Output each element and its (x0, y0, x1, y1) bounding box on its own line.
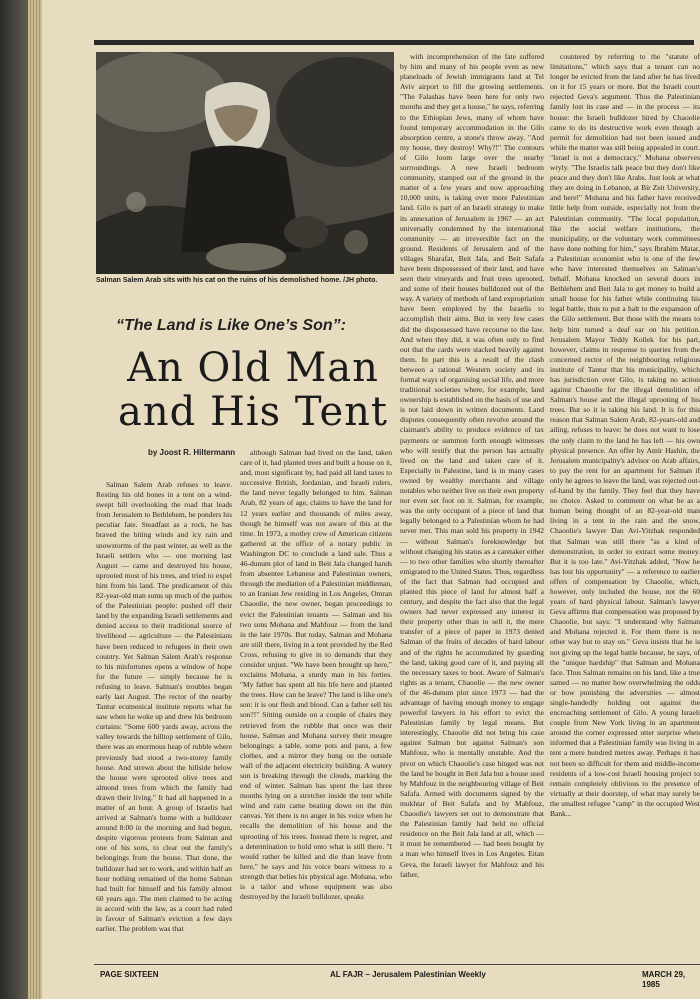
article-column-3 (400, 52, 544, 950)
article-headline (108, 346, 398, 434)
article-column-4 (550, 52, 700, 950)
headline-line-1: An Old Man (127, 345, 379, 391)
publication-name: AL FAJR – Jerusalem Palestinian Weekly (330, 970, 486, 979)
article-kicker: “The Land is Like One’s Son”: (116, 317, 346, 334)
photo-illustration (96, 52, 394, 274)
page-number: PAGE SIXTEEN (100, 970, 159, 979)
article-column-1 (96, 480, 232, 950)
top-rule (94, 40, 694, 45)
footer-rule (94, 964, 700, 965)
column-4-text: countered by referring to the "statute of limitations," which says that a tenant can no longer be evicted from the land after he has lived on it for 15 years or more. But the Israeli court rejected Geva's argument. Thus the Palestinian family lost its case and — in the process — its house: the Israeli bulldozer hired by Chaoolie came to do its destructive work even though a permit for demolition had not been issued and while the matter was still being appealed in court. "Israel is not a democracy," Mohana observes wryly. "The Israelis talk peace but they don't like peace and they don't like Arabs. Just look at what they are doing in Lebanon, at Bir Zeit University, and here!" Mohana and his father have received little help from outside, especially not from the Palestinian community. "The local population, like the social welfare institutions, the municipality, or the voluntary work committees have done nothing for him," says Ibrahim Matar, a Palestinian economist who is one of the few who have interested themselves on Salman's behalf. Mohana knocked on several doors in Bethlehem and Beit Jala to get money to build a small house for his father while continuing his legal battle, thus to put a halt to the expansion of the Gilo settlement. But those with the means to help him turned a deaf ear on his petition. Jerusalem Mayor Teddy Kollek for his part, however, claims in response to queries from the concerned rector of the neighbouring religious institute of Tantur that his municipality, which has jurisdiction over Gilo, is taking no action against Chaoolie for the illegal demolition of Salman's house and the illegal uprooting of his trees. But so it is taking his land. It is for this reason that Salman Salem Arab, 82-years-old and ailing, refuses to leave: he does not want to lose the only claim to the land he has left — his own physical presence. An offer by Amir Hashin, the Jerusalem municipality's advisor on Arab affairs, to pay the rent for an apartment for Salman if only he agrees to leave the land, was rejected out-of-hand by the family. They feel that they have no choice. Asked to comment on what he as a human being thought of an 82-year-old man living in a tent in the rain and the snow, Chaoolie's lawyer Dan Avi-Yitzhak responded that Salman was still there "as a kind of demonstration, in order to extract some money. But it is too late." Avi-Yitzhak added, "Now he has lost his opportunity" — a reference to earlier offers of compensation by Chaoolie, which, however, only included the house, not the 60 years of hard physical labour. Salman's lawyer Geva affirms that compensation was proposed by Chaoolie, but says: "I understand why Salman and Mohana rejected it. For them there is no other way but to stay on." Geva insists that he is not giving up the legal battle because, he says, of the "unique hardship" that Salman and Mohana face. Thus Salman remains on his land, like a true samed — no matter how overwhelming the odds or how punishing the adversities — almost single-handedly holding out against the encroaching settlement of Gilo. A young Israeli couple from New York living in an apartment around the corner expressed utter surprise when informed that a Palestinian family was living in a tent a mere hundred metres away. Perhaps it has not been so difficult for them and middle-income residents of a low-cost Israeli housing project to remain completely oblivious to the presence of virtually at their doorstep, of what may surely be the smallest refugee "camp" in the occupied West Bank... (550, 52, 700, 819)
article-photo (96, 52, 394, 274)
article-byline: by Joost R. Hiltermann (148, 448, 236, 457)
column-3-text: with incomprehension of the fate suffered by him and many of his people even as new planeloads of Jewish immigrants land at Tel Aviv airport to fill the growing settlements. "The Falashas have been here for only two months and they get a house," he says, referring to the Ethiopian Jews, many of whom have found temporary accommodation in the Gilo absorption centre, a stone's throw away. "And my house, they destroy! Why?!" The contours of Gilo loom large over the nearby surroundings. A new Israeli bedroom community, stamped out of the ground in the matter of a few years and now approaching 10,000 units, is taking over more Palestinian land. Gilo is part of an Israeli strategy to make its annexation of Jerusalem in 1967 — an act universally condemned by the international community — an irreversible fact on the ground. Residents of Jerusalem and of the villages Sharafat, Beit Jala, and Beit Safafa have been dispossessed of their land, and have seen their vineyards and fruit trees uprooted, and some of their houses bulldozed out of the way. A variety of methods of land expropriation have been employed by the Israelis to accomplish their aims. But in very few cases did the dispossessed have recourse to the law. And when they did, it was often only to find out that the cards were stacked heavily against them. In part this is a result of the clash between a rational Western society and its formal ways of organising social life, and more traditional societies where, for example, land ownership is established on the basis of use and is not laid down in written documents. Land disputes consequently often revolve around the claimant's ability to produce evidence of tax payments or summon forth enough witnesses who will testify that the person has actually lived on the land and taken care of it. Especially in Palestine, land is in many cases owned by wealthy merchants and village notables who neither live on their own property nor even set foot on it. Salman, for example, was the only occupant of a piece of land that legally belonged to a Palestinian whom he had never met. This man sold his property in 1942 — without Salman's foreknowledge but without changing his status as a caretaker either — to two other families who shortly thereafter emigrated to the United States. Thus, regardless of the fact that Salman had occupied and planted this piece of land for almost half a century, and despite the fact also that the legal owners had never expressed any interest in their property other than to sell it, the mere transfer of a piece of paper in 1973 denied Salman of the fruits of decades of hard labour and of the rights he accumulated by guarding the land, taking good care of it, and paying all the necessary taxes to boot. Aware of Salman's rights as a tenant, Chaoolie — the new owner of the 46-dunum plot since 1973 — had the advantage of having enough money to engage powerful lawyers in his effort to evict the Palestinian family by legal means. But interestingly, Chaoolie did not bring his case against Salman but against Salman's son Mahfouz, who is mentally unstable. And the pivot on which Chaoolie's case hinged was not the land he bought in Beit Jala but a house used by Mahfouz in the neighbouring village of Beit Safafa. Armed with documents signed by the mukhtar of Beit Safafa and by Mahfouz, Chaoolie's lawyers set out to demonstrate that the Palestinian family had held no official residence on the Beit Jala land at all, which — it must be remembered — had been bought by a man who himself lives in Los Angeles. Eitan Geva, the Israeli lawyer for Mahfouz and his father, (400, 52, 544, 879)
headline-line-2: and His Tent (118, 389, 388, 435)
article-column-2 (240, 448, 392, 950)
issue-date: MARCH 29, 1985 (642, 970, 686, 989)
photo-caption: Salman Salem Arab sits with his cat on the ruins of his demolished home. /JH photo. (96, 277, 378, 284)
column-2-text: although Salman had lived on the land, taken care of it, had planted trees and built a house on it, and, most significant by, had paid all land taxes to successive British, Jordanian, and Israeli rulers, the land never legally belonged to him. Salman Arab, 82 years of age, claims to have the land for 12 years earlier and thousands of miles away, though he himself was not aware of this at the time. In 1973, a motley crew of American citizens gathered at the office of a notary public in Washington DC to conclude a land sale. Thus a 46-dunum plot of land in Beit Jala changed hands from absentee Lebanese and Palestinian owners, through the mediation of a Palestinian middleman, to an Iranian Jew residing in Los Angeles, Omran Chaoolie, the new owner, began proceedings to evict the Palestinian tenants — Salman and his two sons Mohana and Mahfouz — from the land in the late 1970s. But today, Salman and Mohana are still there, living in a tent provided by the Red Cross, refusing to give in to demands that they consider unjust. "We have been brought up here," exclaims Mohana, a sturdy man in his forties. "My father has spent all his life here and planted the trees. How can he leave? The land is like one's son: it is our flesh and blood. Can a father sell his son?!" Sitting outside on a couple of chairs they retrieved from the rubble that once was their house, Salman and Mohana survey their meagre belongings: a table, some pots and pans, a few clothes, and a mirror they hung on the outside wall of the adjacent electricity building. A watery sun is breaking through the clouds, marking the end of winter. Salman has spent the last three months lying on a stretcher inside the tent while wind and rain came beating down on the thin canvas. Yet there is no anger in his voice when he recalls the demolition of his house and the uprooting of his trees. Instead there is regret, and a determination to hold onto what is still there. "I would rather be killed and die than leave from here," he says and his voice bears witness to a strength that belies his physical age. Mohana, who is a tailor and whose equipment was also destroyed by the Israeli bulldozer, speaks (240, 448, 392, 902)
column-1-text: Salman Salem Arab refuses to leave. Resting his old bones in a tent on a wind-swept hill overlooking the road that leads from Jerusalem to Bethlehem, he ponders his peculiar fate. Steadfast as a rock, he has braved the biting winds and icy rain and snowstorms of the past winter, as well as the Israeli settlers who — one morning last August — came and destroyed his house, uprooted most of his trees, and tried to expel him from his land. The predicament of this 82-year-old man sums up much of the pathos of the Palestinian people: pushed off their land by the expanding Israeli settlements and denied access to their traditional source of livelihood — agriculture — the Palestinians have been reduced to refugees in their own country. Yet Salman Salem Arab's response to his misfortunes opens a window of hope for the future — simply because he is refusing to leave. Salman's troubles began early last August. The rector of the nearby Tantur ecumenical institute reports what he saw when he woke up and drew his bedroom curtains: "Some 600 yards away, across the valley towards the hilltop settlement of Gilo, there was an enormous heap of rubble where previously had stood a two-storey family house. And strewn about the hillside below the house were uprooted olive trees and almond trees from which the family had drawn their living." It had all happened in a matter of an hour. A group of Israelis had arrived at Salman's home with a bulldozer around 8:00 in the morning and had begun, despite vigorous protests from Salman and one of his sons, to clear out the family's belongings from the house. That done, the bulldozer had set to work, and within half an hour nothing remained of the home Salman had built for himself and his family almost 60 years ago. The men claimed to be acting in accord with the law, as a court had ruled in favour of Salman's eviction a few days earlier. The problem was that (96, 480, 232, 934)
